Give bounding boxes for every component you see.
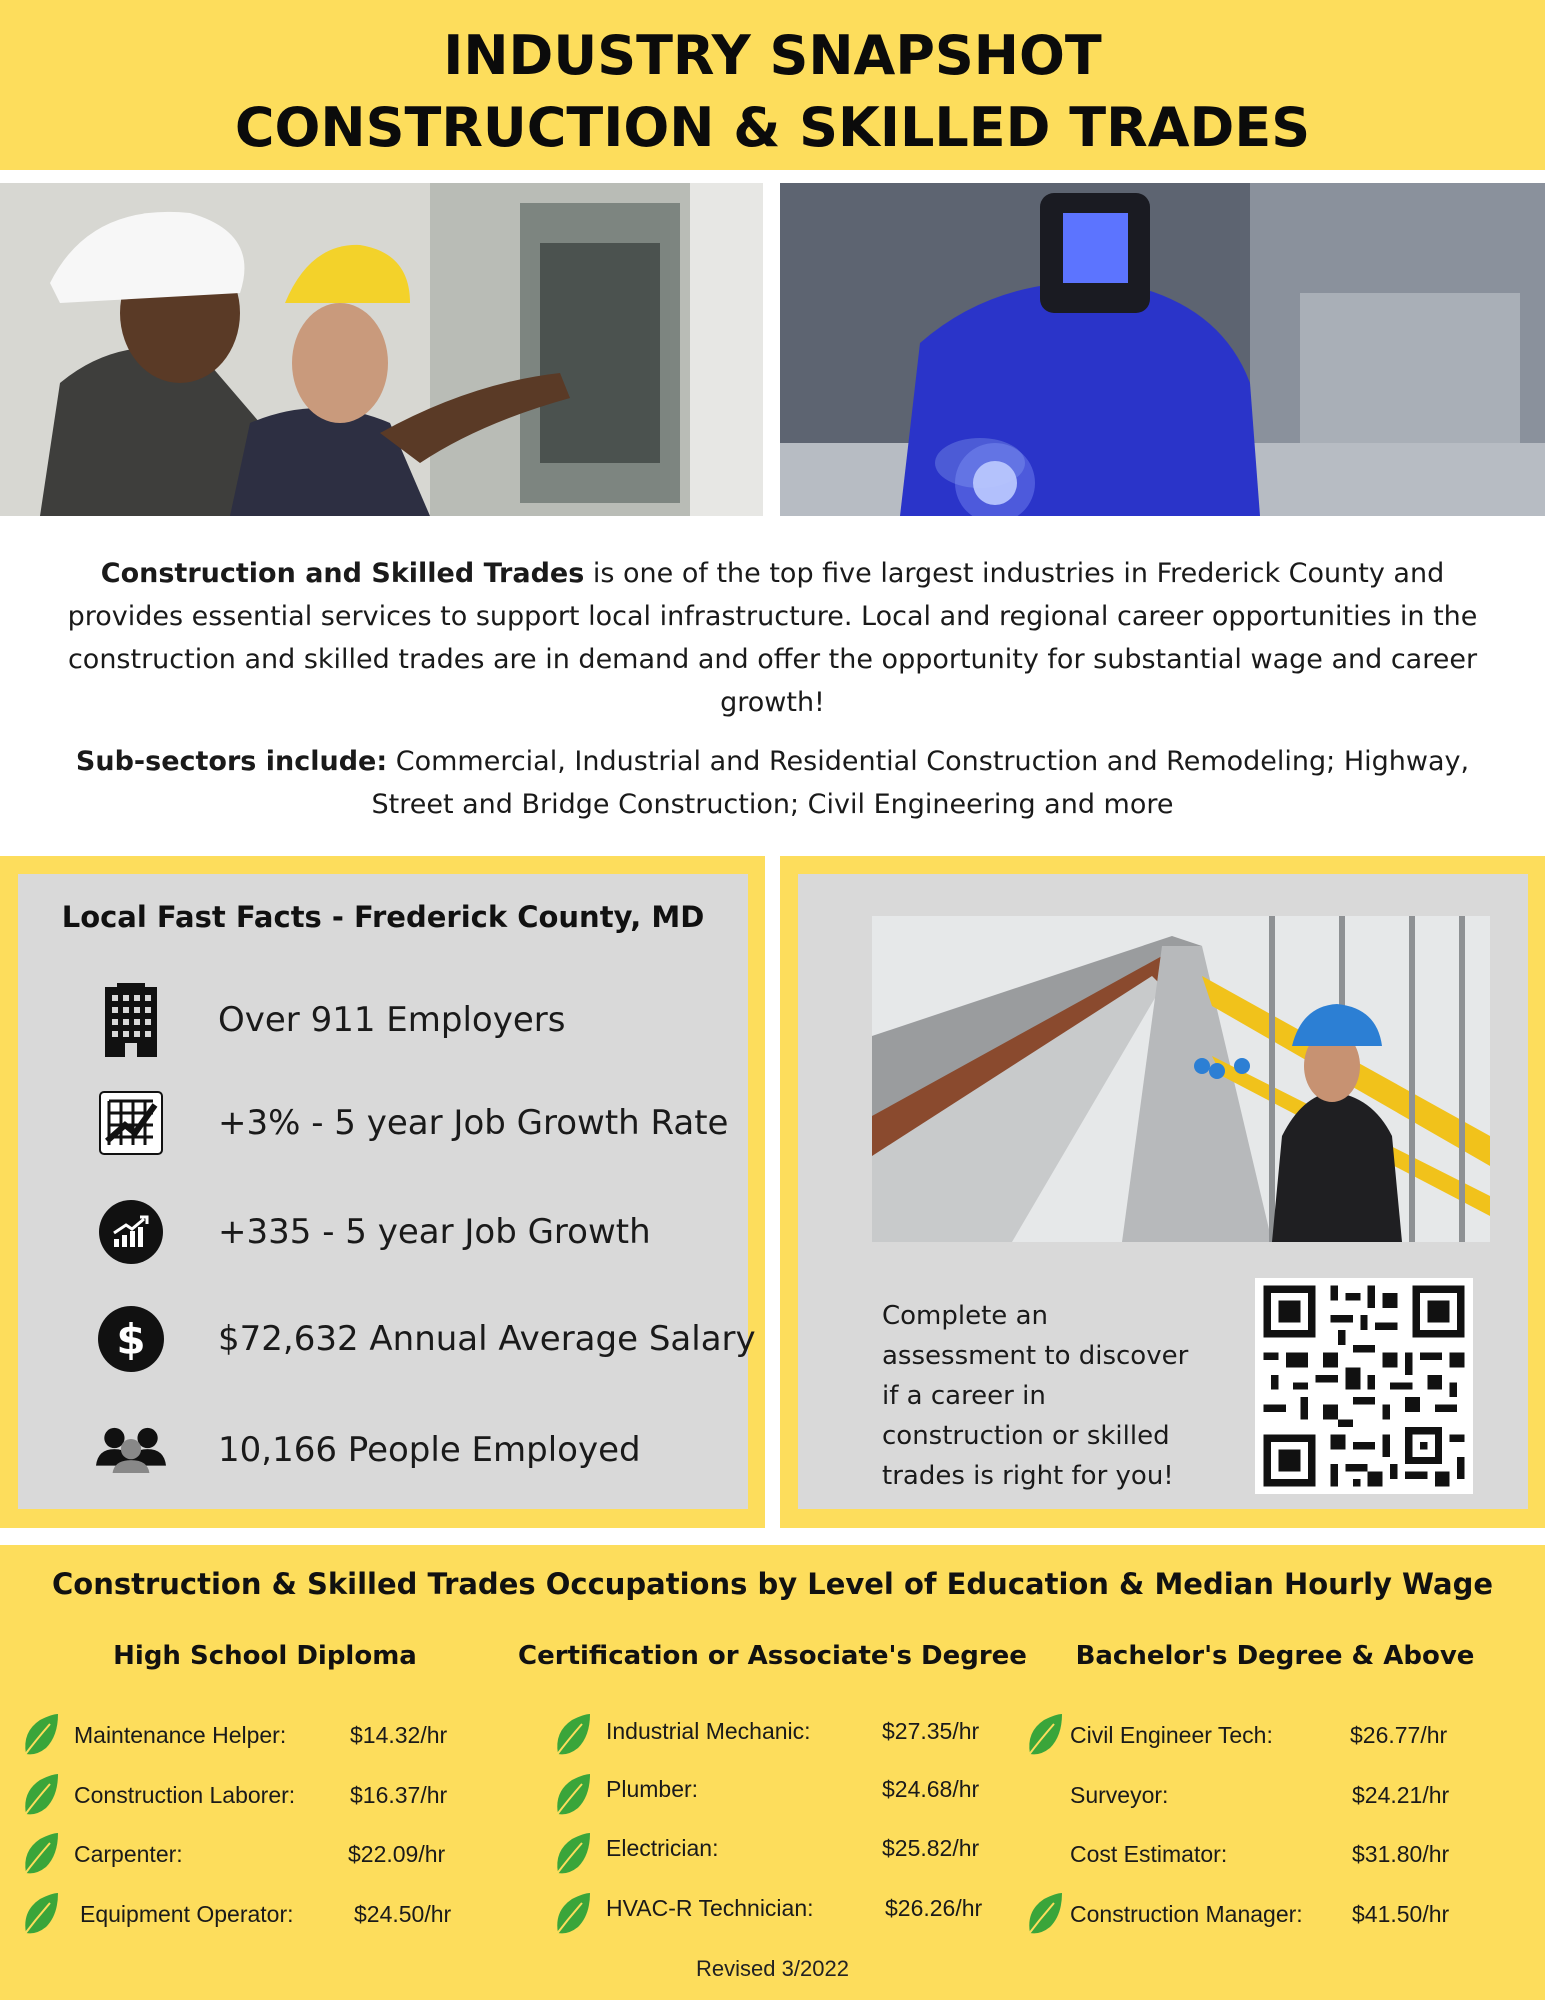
leaf-icon xyxy=(552,1712,592,1758)
title-line-2: CONSTRUCTION & SKILLED TRADES xyxy=(234,96,1311,159)
column-heading-high-school: High School Diploma xyxy=(113,1641,417,1671)
occupation-row xyxy=(552,1891,1022,1941)
welder-photo xyxy=(780,183,1545,516)
occupation-name: Civil Engineer Tech: xyxy=(1070,1722,1273,1748)
occupation-name: Carpenter: xyxy=(74,1841,183,1867)
leaf-icon xyxy=(552,1772,592,1818)
occupation-wage: $26.26/hr xyxy=(885,1895,983,1921)
leaf-icon xyxy=(1024,1891,1064,1937)
intro-lead: Construction and Skilled Trades xyxy=(100,558,585,589)
assessment-qr-code[interactable] xyxy=(1255,1278,1473,1494)
occupation-name: Maintenance Helper: xyxy=(74,1722,287,1748)
fact-text: +335 - 5 year Job Growth xyxy=(218,1212,651,1252)
fast-facts-frame xyxy=(0,856,765,1528)
svg-text:$: $ xyxy=(116,1315,146,1364)
occupation-name: Industrial Mechanic: xyxy=(606,1718,811,1744)
occupation-wage: $26.77/hr xyxy=(1350,1722,1448,1748)
column-heading-associate: Certification or Associate's Degree xyxy=(518,1641,1027,1671)
fact-text: $72,632 Annual Average Salary xyxy=(218,1319,756,1359)
assessment-frame xyxy=(780,856,1545,1528)
occupation-row xyxy=(552,1831,1022,1881)
occupation-row xyxy=(20,1891,490,1941)
occupation-wage: $31.80/hr xyxy=(1352,1841,1450,1867)
occupation-row xyxy=(552,1772,1022,1822)
leaf-icon xyxy=(20,1891,60,1937)
occupation-wage: $16.37/hr xyxy=(350,1782,448,1808)
bar-growth-icon xyxy=(96,1192,166,1272)
people-icon xyxy=(96,1410,166,1490)
leaf-icon xyxy=(20,1772,60,1818)
fact-employers xyxy=(18,980,748,1060)
occupation-row xyxy=(552,1712,1022,1762)
intro-body: is one of the top five largest industries in Frederick County and provides essential services to support local infrastructure. Local and regional career opportunities in the construction and skilled trades are in demand and offer the opportunity for substantial wage and career growth! xyxy=(67,558,1478,718)
occupation-row xyxy=(1024,1831,1494,1881)
occupation-row xyxy=(20,1772,490,1822)
occupation-wage: $27.35/hr xyxy=(882,1718,980,1744)
leaf-icon xyxy=(552,1831,592,1877)
fact-growth-rate xyxy=(18,1083,748,1163)
intro-paragraph xyxy=(40,552,1505,724)
fast-facts-panel xyxy=(18,874,756,1509)
leaf-icon xyxy=(20,1712,60,1758)
revised-date: Revised 3/2022 xyxy=(696,1956,849,1981)
occupation-row xyxy=(20,1712,490,1762)
column-heading-bachelor: Bachelor's Degree & Above xyxy=(1075,1641,1475,1671)
fact-employed xyxy=(18,1410,748,1490)
occupation-wage: $41.50/hr xyxy=(1352,1901,1450,1927)
fact-text: Over 911 Employers xyxy=(218,1000,566,1040)
occupation-name: Cost Estimator: xyxy=(1070,1841,1228,1867)
occupation-name: Surveyor: xyxy=(1070,1782,1169,1808)
occupations-section xyxy=(0,1545,1545,2000)
occupation-row xyxy=(20,1831,490,1881)
occupation-name: Equipment Operator: xyxy=(80,1901,294,1927)
subsectors-lead: Sub-sectors include: xyxy=(75,746,388,777)
header-banner xyxy=(0,0,1545,170)
assessment-panel xyxy=(798,874,1528,1509)
occupation-name: Construction Manager: xyxy=(1070,1901,1303,1927)
subsectors-body: Commercial, Industrial and Residential Construction and Remodeling; Highway, Street and Bridge Construction; Civil Engineering and more xyxy=(371,746,1470,820)
title-line-1: INDUSTRY SNAPSHOT xyxy=(443,24,1102,87)
occupation-wage: $14.32/hr xyxy=(350,1722,448,1748)
occupation-name: Construction Laborer: xyxy=(74,1782,296,1808)
growth-chart-icon xyxy=(96,1083,166,1163)
occupation-row xyxy=(1024,1891,1494,1941)
occupation-name: HVAC-R Technician: xyxy=(606,1895,814,1921)
building-icon xyxy=(96,980,166,1060)
occupation-name: Plumber: xyxy=(606,1776,699,1802)
occupation-wage: $24.50/hr xyxy=(354,1901,452,1927)
occupation-wage: $22.09/hr xyxy=(348,1841,446,1867)
occupation-row xyxy=(1024,1712,1494,1762)
assessment-text: Complete an assessment to discover if a career in construction or skilled trades is right for you! xyxy=(882,1301,1189,1491)
fact-text: +3% - 5 year Job Growth Rate xyxy=(218,1103,729,1143)
fast-facts-title: Local Fast Facts - Frederick County, MD xyxy=(61,900,705,934)
leaf-icon xyxy=(552,1891,592,1937)
occupation-row xyxy=(1024,1772,1494,1822)
subsectors-paragraph xyxy=(40,740,1505,826)
occupation-wage: $24.68/hr xyxy=(882,1776,980,1802)
dollar-icon xyxy=(96,1299,166,1379)
bridge-worker-photo xyxy=(872,916,1490,1242)
occupation-name: Electrician: xyxy=(606,1835,719,1861)
leaf-icon xyxy=(20,1831,60,1877)
occupation-wage: $24.21/hr xyxy=(1352,1782,1450,1808)
leaf-icon xyxy=(1024,1712,1064,1758)
occupations-title: Construction & Skilled Trades Occupations by Level of Education & Median Hourly Wage xyxy=(51,1567,1494,1601)
page-title xyxy=(0,0,1545,164)
fact-salary xyxy=(18,1299,756,1379)
fact-text: 10,166 People Employed xyxy=(218,1430,641,1470)
occupation-wage: $25.82/hr xyxy=(882,1835,980,1861)
electricians-photo xyxy=(0,183,763,516)
fact-job-growth xyxy=(18,1192,748,1272)
